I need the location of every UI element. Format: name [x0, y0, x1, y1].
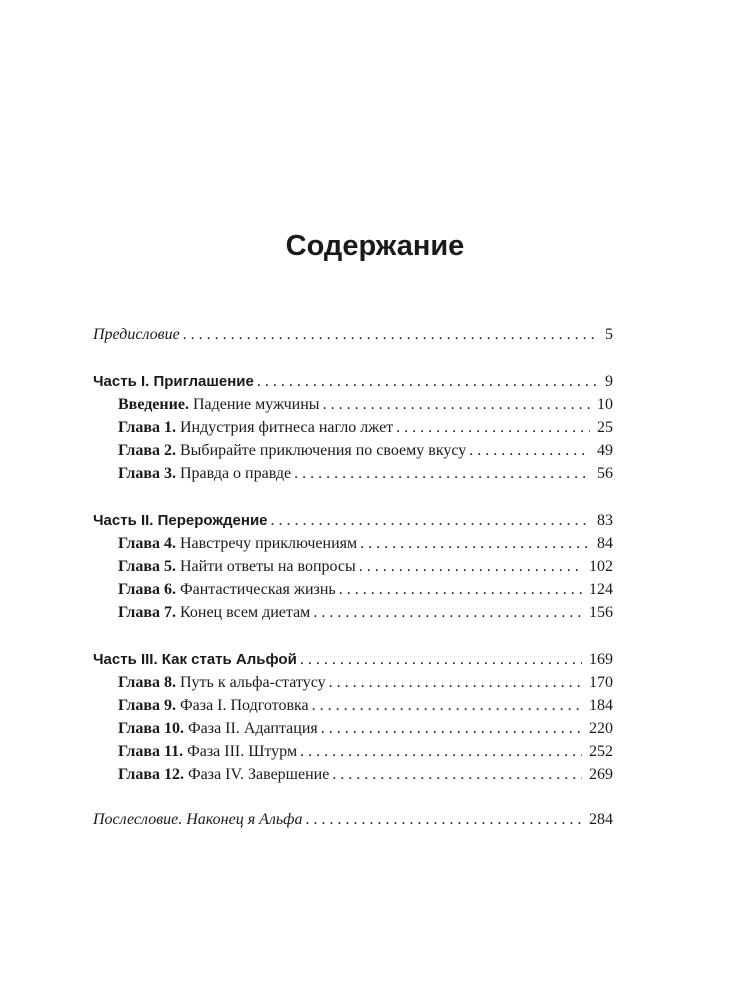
page-number: 169 — [589, 651, 613, 668]
chapter-title: Фаза I. Подготовка — [180, 697, 309, 714]
toc-chapter[interactable] — [93, 439, 613, 462]
page-number: 102 — [589, 558, 613, 575]
page-number: 269 — [589, 766, 613, 783]
chapter-title: Фаза III. Штурм — [187, 743, 298, 760]
toc-chapter[interactable] — [93, 393, 613, 416]
chapter-label — [118, 717, 318, 740]
chapter-label — [118, 694, 309, 717]
page-number: 10 — [597, 396, 613, 413]
page-number: 84 — [597, 535, 613, 552]
chapter-label — [118, 578, 336, 601]
toc-chapter[interactable] — [93, 462, 613, 485]
page-number: 49 — [597, 442, 613, 459]
chapter-prefix: Глава 1. — [118, 419, 176, 436]
chapter-label — [118, 763, 329, 786]
chapter-label — [118, 416, 393, 439]
chapter-label — [118, 601, 310, 624]
leader-dots — [257, 370, 598, 393]
page-title: Содержание — [285, 230, 465, 262]
toc-part-3[interactable] — [93, 648, 613, 671]
chapter-prefix: Глава 9. — [118, 697, 176, 714]
page-number: 83 — [597, 512, 613, 529]
leader-dots — [360, 532, 590, 555]
chapter-title: Правда о правде — [180, 465, 292, 482]
chapter-prefix: Глава 12. — [118, 766, 184, 783]
chapter-title: Фантастическая жизнь — [180, 581, 336, 598]
chapter-label — [118, 393, 320, 416]
chapter-title: Фаза IV. Завершение — [188, 766, 330, 783]
chapter-prefix: Глава 11. — [118, 743, 184, 760]
leader-dots — [323, 393, 590, 416]
toc-chapter[interactable] — [93, 671, 613, 694]
leader-dots — [294, 462, 590, 485]
page-number: 252 — [589, 743, 613, 760]
chapter-label — [118, 462, 291, 485]
toc-chapter[interactable] — [93, 416, 613, 439]
chapter-prefix: Глава 6. — [118, 581, 176, 598]
leader-dots — [183, 323, 598, 346]
part-label: Часть III. Как стать Альфой — [93, 651, 297, 668]
chapter-prefix: Глава 8. — [118, 674, 176, 691]
chapter-label — [118, 671, 326, 694]
page-number: 9 — [605, 373, 613, 390]
toc-chapter[interactable] — [93, 763, 613, 786]
toc-entry-afterword[interactable] — [93, 808, 613, 831]
leader-dots — [359, 555, 582, 578]
toc-chapter[interactable] — [93, 717, 613, 740]
chapter-title: Фаза II. Адаптация — [188, 720, 318, 737]
chapter-title: Найти ответы на вопросы — [180, 558, 356, 575]
chapter-label — [118, 555, 356, 578]
part-label: Часть I. Приглашение — [93, 373, 254, 390]
chapter-prefix: Глава 7. — [118, 604, 176, 621]
page-number: 5 — [605, 326, 613, 343]
leader-dots — [321, 717, 582, 740]
chapter-title: Навстречу приключениям — [180, 535, 358, 552]
chapter-label — [118, 532, 357, 555]
page-number: 25 — [597, 419, 613, 436]
toc-chapter[interactable] — [93, 532, 613, 555]
toc-entry-label: Предисловие — [93, 326, 180, 343]
toc-part-1[interactable] — [93, 370, 613, 393]
leader-dots — [469, 439, 590, 462]
toc-part-2[interactable] — [93, 509, 613, 532]
leader-dots — [339, 578, 582, 601]
page-number: 184 — [589, 697, 613, 714]
chapter-title: Конец всем диетам — [180, 604, 311, 621]
toc-entry-preface[interactable] — [93, 323, 613, 346]
chapter-prefix: Глава 3. — [118, 465, 176, 482]
chapter-prefix: Глава 10. — [118, 720, 184, 737]
chapter-prefix: Введение. — [118, 396, 189, 413]
page-number: 170 — [589, 674, 613, 691]
leader-dots — [396, 416, 590, 439]
leader-dots — [271, 509, 590, 532]
leader-dots — [300, 648, 582, 671]
toc-entry-label: Послесловие. Наконец я Альфа — [93, 811, 303, 828]
leader-dots — [300, 740, 582, 763]
page-number: 124 — [589, 581, 613, 598]
page-number: 220 — [589, 720, 613, 737]
chapter-label — [118, 740, 297, 763]
page-number: 284 — [589, 811, 613, 828]
leader-dots — [329, 671, 582, 694]
chapter-prefix: Глава 5. — [118, 558, 176, 575]
table-of-contents — [93, 323, 613, 831]
toc-chapter[interactable] — [93, 740, 613, 763]
page-number: 56 — [597, 465, 613, 482]
toc-chapter[interactable] — [93, 555, 613, 578]
leader-dots — [313, 601, 582, 624]
chapter-title: Выбирайте приключения по своему вкусу — [180, 442, 467, 459]
toc-chapter[interactable] — [93, 694, 613, 717]
leader-dots — [332, 763, 582, 786]
part-label: Часть II. Перерождение — [93, 512, 268, 529]
chapter-prefix: Глава 4. — [118, 535, 176, 552]
chapter-title: Путь к альфа-статусу — [180, 674, 326, 691]
leader-dots — [306, 808, 582, 831]
chapter-label — [118, 439, 466, 462]
leader-dots — [312, 694, 582, 717]
page-number: 156 — [589, 604, 613, 621]
chapter-prefix: Глава 2. — [118, 442, 176, 459]
chapter-title: Падение мужчины — [192, 396, 320, 413]
toc-chapter[interactable] — [93, 601, 613, 624]
chapter-title: Индустрия фитнеса нагло лжет — [180, 419, 394, 436]
toc-chapter[interactable] — [93, 578, 613, 601]
